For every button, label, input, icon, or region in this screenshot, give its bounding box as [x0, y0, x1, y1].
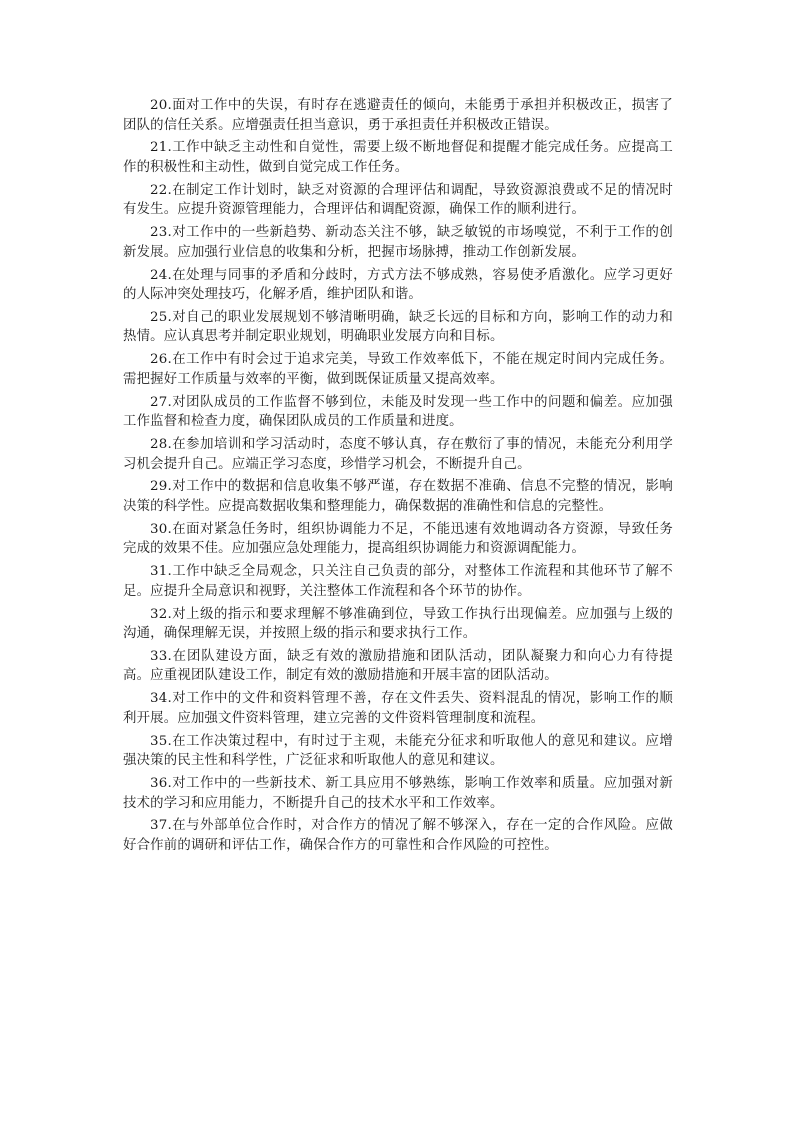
paragraph-32: 32.对上级的指示和要求理解不够准确到位，导致工作执行出现偏差。应加强与上级的沟通，确保理解无误，并按照上级的指示和要求执行工作。: [123, 606, 673, 642]
paragraph-35: 35.在工作决策过程中，有时过于主观，未能充分征求和听取他人的意见和建议。应增强决策的民主性和科学性，广泛征求和听取他人的意见和建议。: [123, 733, 673, 769]
paragraph-23: 23.对工作中的一些新趋势、新动态关注不够，缺乏敏锐的市场嗅觉，不利于工作的创新发展。应加强行业信息的收集和分析，把握市场脉搏，推动工作创新发展。: [123, 225, 673, 260]
paragraph-22: 22.在制定工作计划时，缺乏对资源的合理评估和调配，导致资源浪费或不足的情况时有发生。应提升资源管理能力，合理评估和调配资源，确保工作的顺利进行。: [123, 182, 673, 218]
paragraph-33: 33.在团队建设方面，缺乏有效的激励措施和团队活动，团队凝聚力和向心力有待提高。应重视团队建设工作，制定有效的激励措施和开展丰富的团队活动。: [123, 648, 673, 684]
paragraph-37: 37.在与外部单位合作时，对合作方的情况了解不够深入，存在一定的合作风险。应做好合作前的调研和评估工作，确保合作方的可靠性和合作风险的可控性。: [123, 818, 673, 853]
paragraph-21: 21.工作中缺乏主动性和自觉性，需要上级不断地督促和提醒才能完成任务。应提高工作的积极性和主动性，做到自觉完成工作任务。: [123, 140, 673, 175]
paragraph-26: 26.在工作中有时会过于追求完美，导致工作效率低下，不能在规定时间内完成任务。需把握好工作质量与效率的平衡，做到既保证质量又提高效率。: [123, 352, 673, 387]
paragraph-20: 20.面对工作中的失误，有时存在逃避责任的倾向，未能勇于承担并积极改正，损害了团队的信任关系。应增强责任担当意识，勇于承担责任并积极改正错误。: [123, 98, 673, 133]
paragraph-29: 29.对工作中的数据和信息收集不够严谨，存在数据不准确、信息不完整的情况，影响决策的科学性。应提高数据收集和整理能力，确保数据的准确性和信息的完整性。: [123, 479, 673, 514]
paragraph-24: 24.在处理与同事的矛盾和分歧时，方式方法不够成熟，容易使矛盾激化。应学习更好的人际冲突处理技巧，化解矛盾，维护团队和谐。: [123, 267, 673, 303]
paragraph-27: 27.对团队成员的工作监督不够到位，未能及时发现一些工作中的问题和偏差。应加强工作监督和检查力度，确保团队成员的工作质量和进度。: [123, 394, 673, 430]
document-page: [123, 96, 673, 859]
paragraph-28: 28.在参加培训和学习活动时，态度不够认真，存在敷衍了事的情况，未能充分利用学习机会提升自己。应端正学习态度，珍惜学习机会，不断提升自己。: [123, 437, 673, 472]
paragraph-31: 31.工作中缺乏全局观念，只关注自己负责的部分，对整体工作流程和其他环节了解不足。应提升全局意识和视野，关注整体工作流程和各个环节的协作。: [123, 564, 673, 599]
paragraph-25: 25.对自己的职业发展规划不够清晰明确，缺乏长远的目标和方向，影响工作的动力和热情。应认真思考并制定职业规划，明确职业发展方向和目标。: [123, 309, 673, 345]
paragraph-30: 30.在面对紧急任务时，组织协调能力不足，不能迅速有效地调动各方资源，导致任务完成的效果不佳。应加强应急处理能力，提高组织协调能力和资源调配能力。: [123, 521, 673, 557]
paragraph-34: 34.对工作中的文件和资料管理不善，存在文件丢失、资料混乱的情况，影响工作的顺利开展。应加强文件资料管理，建立完善的文件资料管理制度和流程。: [123, 691, 673, 726]
paragraph-36: 36.对工作中的一些新技术、新工具应用不够熟练，影响工作效率和质量。应加强对新技术的学习和应用能力，不断提升自己的技术水平和工作效率。: [123, 776, 673, 811]
